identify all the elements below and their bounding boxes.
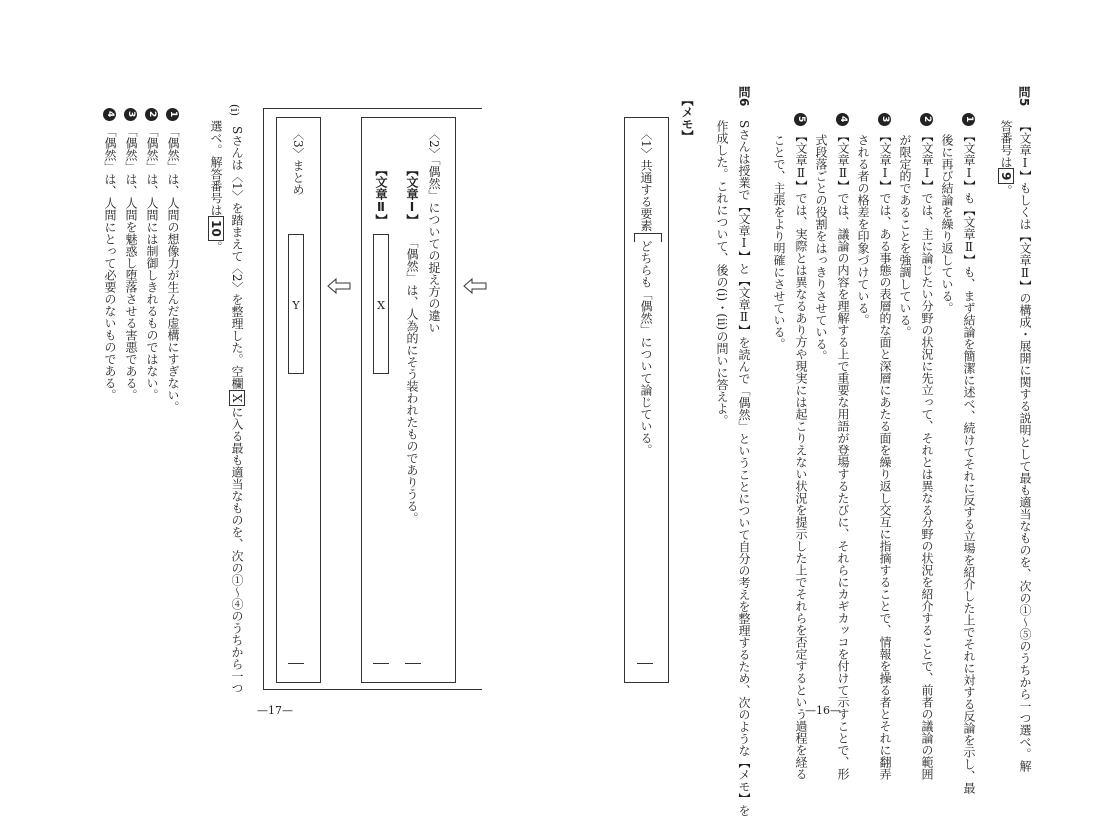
q5-answer-prefix: 答番号は [999,120,1013,168]
option-text: 「偶然」は、人間の想像力が生んだ虚構にすぎない。 [166,124,180,413]
option-text: 【文章Ⅱ】では、実際とは異なるあり方や現実には起こりえない状況を提示した上でそれらを否定するという過程を経る [794,129,808,780]
option-text: 【文章Ⅰ】も【文章Ⅱ】も、まず結論を簡潔に述べ、続けてそれに反する立場を紹介した上でそれに対する反論を示し、最 [962,129,976,794]
q5-option-4 [836,113,849,780]
q5-option-5-cont: ことで、主張をより明確にさせている。 [772,134,786,350]
option-number: 3 [878,113,891,126]
memo2-doc1-label: 【文章Ⅰ】 [405,164,419,226]
q5-option-3-cont: される者の格差を印象づけている。 [856,134,870,326]
blank-y-slot: Y [288,234,304,374]
option-number: 3 [124,108,137,121]
page-number-17: —17— [257,704,293,717]
memo-label: 【メモ】 [680,94,694,142]
option-text: 【文章Ⅰ】では、ある事態の表層的な面と深層にあたる面を繰り返し交互に指摘することで、情報を操る者とそれに翻弄 [878,129,892,780]
memo3-end-mark [288,663,304,664]
blank-x-slot: X [373,234,389,374]
option-number: 1 [962,113,975,126]
sub-i-line2 [208,120,224,253]
q6-line2: 作成した。これについて、後の(i)・(ii)の問いに答えよ。 [715,120,729,427]
arrow-left-icon [463,278,487,294]
q5-line2 [998,120,1014,196]
q5-option-5 [794,113,807,780]
memo2-doc2-label: 【文章Ⅱ】 [374,164,388,226]
q6-line1: Sさんは授業で【文章Ⅰ】と【文章Ⅱ】を読んで「偶然」ということについて自分の考えを整理するため、次のような【メモ】を [737,120,751,816]
q5-option-3 [878,113,891,780]
memo2-end-mark-2 [373,663,389,664]
memo1-end-mark [637,663,653,664]
arrow-left-icon [327,278,351,294]
memo1-text: どちらも「偶然」について論じている。 [639,240,653,456]
option-text: 「偶然」は、人間にとって必要のないものである。 [103,124,117,401]
q5-option-1-cont: 後に再び結論を繰り返している。 [940,134,954,314]
memo2-heading: 〈2〉「偶然」についての捉え方の違い [427,128,441,334]
q6-label: 問6 [737,86,751,107]
sub-i-option-3 [124,108,137,401]
sub-i-text-a: Sさんは〈1〉を踏まえて〈2〉を整理した。空欄 [230,126,244,390]
sub-i-option-4 [103,108,116,401]
sub-i-text-b: に入る最も適当なものを、次の①～④のうちから一つ [230,406,244,695]
sub-i-label: (i) [228,104,241,117]
option-number: 2 [920,113,933,126]
option-number: 5 [794,113,807,126]
q5-label: 問5 [1017,86,1031,107]
memo-box-3 [276,117,321,683]
q5-option-2-cont: が限定的であることを強調している。 [898,134,912,338]
sub-i-x-box: X [229,390,245,407]
q5-option-2 [920,113,933,780]
option-text: 【文章Ⅱ】では、議論の内容を理解する上で重要な用語が登場するたびに、それらにカギカッコを付けて示すことで、形 [836,129,850,780]
sub-i-answer-box: 10 [208,216,224,241]
option-number: 4 [836,113,849,126]
q5-answer-suffix: 。 [999,184,1013,197]
option-number: 4 [103,108,116,121]
option-text: 「偶然」は、人間を魅惑し堕落させる害悪である。 [124,124,138,401]
sub-i-option-1 [166,108,179,413]
memo-frame-top [263,108,482,109]
option-text: 「偶然」は、人間には制御しきれるものではない。 [145,124,159,401]
sub-i-answer-suffix: 。 [209,240,223,253]
memo2-end-mark-1 [405,663,421,664]
option-number: 2 [145,108,158,121]
sub-i-answer-prefix: 選べ。解答番号は [209,120,223,216]
option-number: 1 [166,108,179,121]
memo-frame-bottom [263,689,482,690]
memo3-heading: 〈3〉まとめ [291,128,305,196]
option-text: 【文章Ⅰ】では、主に論じたい分野の状況に先立って、それとは異なる分野の状況を紹介することで、前者の議論の範囲 [920,129,934,780]
memo-frame-left [263,108,264,690]
memo2-doc1-text: 「偶然」は、人為的にそう装われたものでありうる。 [405,236,419,524]
q5-answer-box: 9 [998,168,1014,184]
q5-option-1 [962,113,975,794]
sub-i-line1 [229,126,245,694]
memo1-heading: 〈1〉共通する要素 [639,128,653,232]
q5-line1: 【文章Ⅰ】もしくは【文章Ⅱ】の構成・展開に関する説明として最も適当なものを、次の①～⑤のうちから一つ選べ。解 [1018,120,1032,772]
q5-option-4-cont: 式段落ごとの役割をはっきりさせている。 [814,134,828,362]
sub-i-option-2 [145,108,158,401]
page-number-16: —16— [805,704,841,717]
